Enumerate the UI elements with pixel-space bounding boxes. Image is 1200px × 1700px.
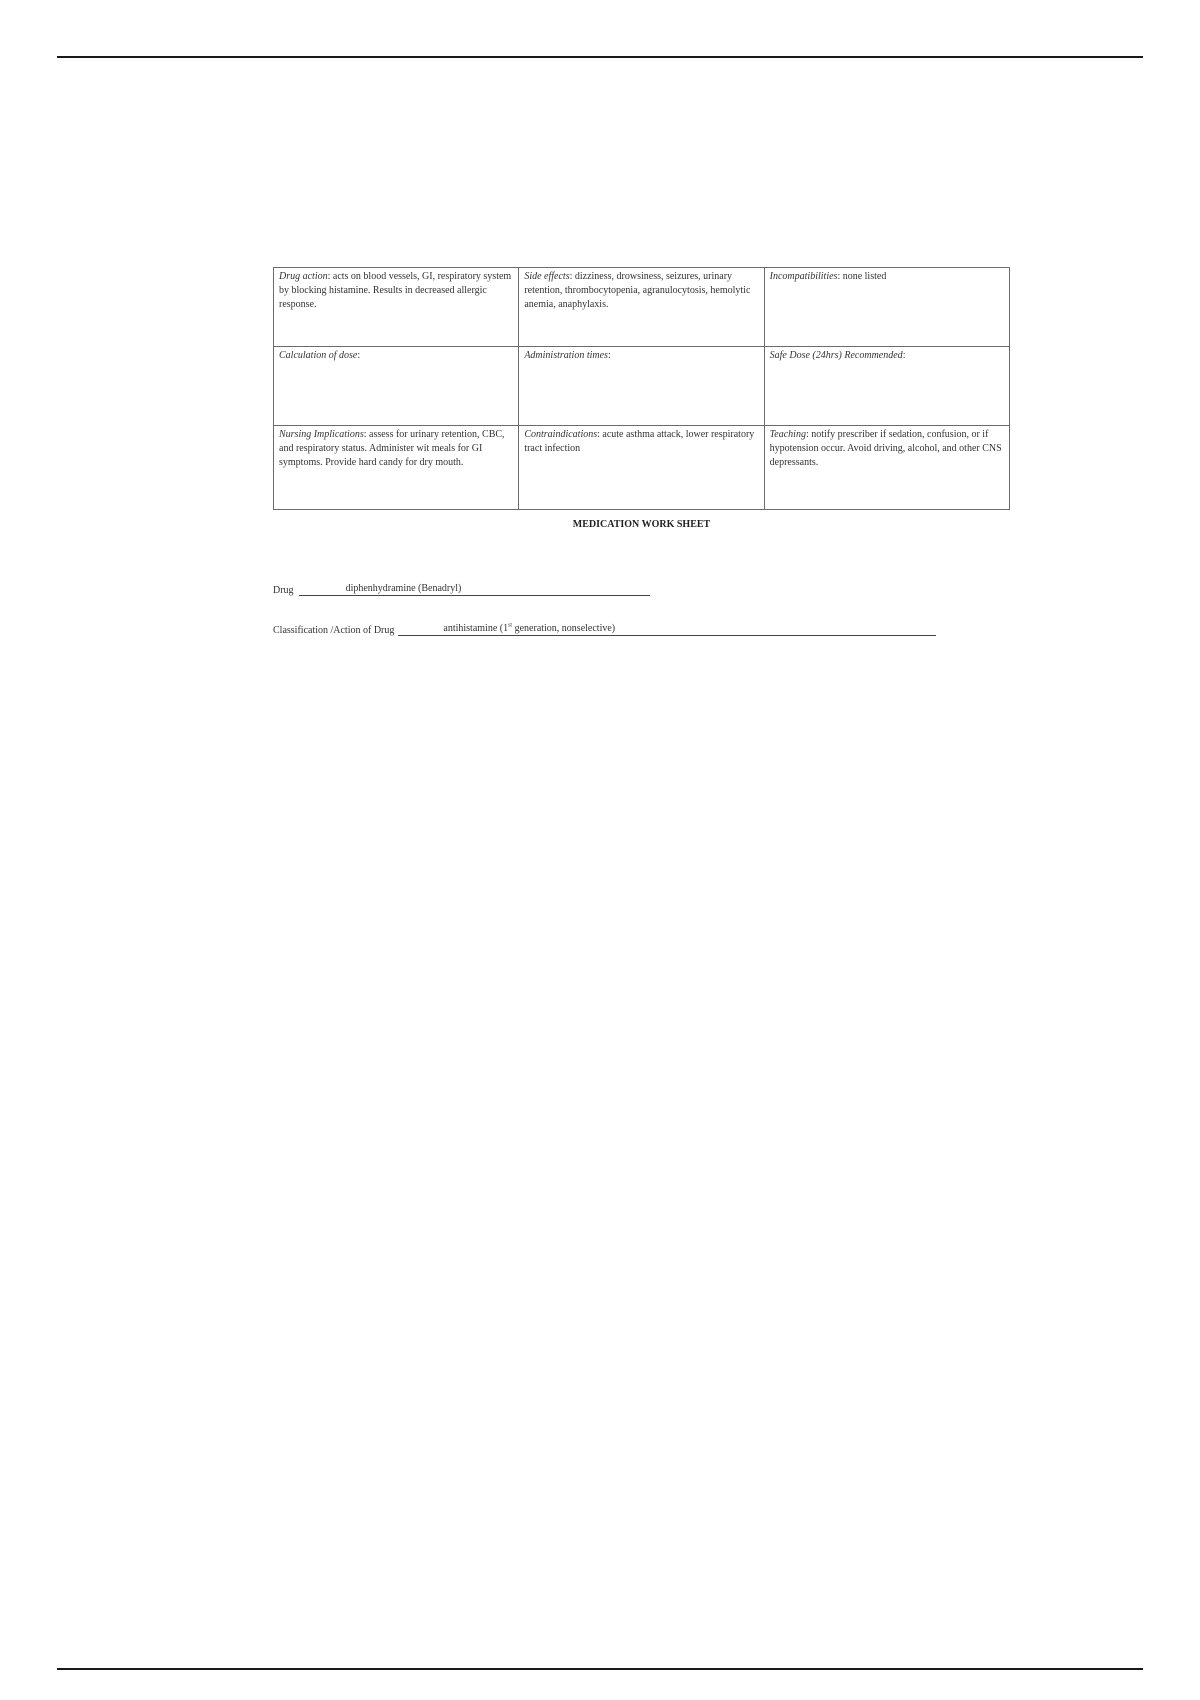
classification-label: Classification /Action of Drug bbox=[273, 625, 395, 636]
drug-label: Drug bbox=[273, 585, 294, 596]
nursing-implications-cell bbox=[274, 426, 519, 510]
incompatibilities-label: Incompatibilities bbox=[769, 271, 838, 282]
medication-info-table bbox=[273, 267, 1010, 510]
side-effects-text: : dizziness, drowsiness, seizures, urinary retention, thrombocytopenia, agranulocytosis, hemolytic anemia, anaphylaxis. bbox=[524, 271, 751, 310]
incompatibilities-text: : none listed bbox=[837, 271, 887, 282]
side-effects-label: Side effects bbox=[524, 271, 570, 282]
side-effects-cell bbox=[519, 268, 764, 347]
worksheet-title: MEDICATION WORK SHEET bbox=[572, 519, 711, 530]
teaching-label: Teaching bbox=[769, 429, 806, 440]
drug-action-label: Drug action bbox=[279, 271, 328, 282]
teaching-cell bbox=[764, 426, 1009, 510]
footer-rule bbox=[57, 1668, 1143, 1670]
classification-value-superscript: st bbox=[508, 622, 513, 629]
contraindications-cell bbox=[519, 426, 764, 510]
safe-dose-text: : bbox=[902, 350, 906, 361]
drug-field bbox=[273, 583, 650, 596]
calculation-of-dose-text: : bbox=[357, 350, 361, 361]
administration-times-cell bbox=[519, 347, 764, 426]
calculation-of-dose-cell bbox=[274, 347, 519, 426]
administration-times-label: Administration times bbox=[524, 350, 608, 361]
table-row bbox=[274, 268, 1010, 347]
drug-action-text: : acts on blood vessels, GI, respiratory system by blocking histamine. Results in decreased allergic response. bbox=[279, 271, 512, 310]
classification-field bbox=[273, 623, 936, 636]
safe-dose-label: Safe Dose (24hrs) Recommended bbox=[769, 350, 903, 361]
nursing-implications-text: : assess for urinary retention, CBC, and respiratory status. Administer wit meals for GI symptoms. Provide hard candy for dry mouth. bbox=[279, 429, 505, 468]
calculation-of-dose-label: Calculation of dose bbox=[279, 350, 358, 361]
contraindications-text: : acute asthma attack, lower respiratory tract infection bbox=[524, 429, 755, 454]
table-row bbox=[274, 347, 1010, 426]
drug-value: diphenhydramine (Benadryl) bbox=[299, 583, 650, 596]
nursing-implications-label: Nursing Implications bbox=[279, 429, 364, 440]
incompatibilities-cell bbox=[764, 268, 1009, 347]
header-rule bbox=[57, 56, 1143, 58]
classification-value-prefix: antihistamine (1 bbox=[443, 623, 509, 634]
classification-value-suffix: generation, nonselective) bbox=[512, 623, 616, 634]
table-row bbox=[274, 426, 1010, 510]
classification-value bbox=[398, 623, 936, 636]
drug-action-cell bbox=[274, 268, 519, 347]
contraindications-label: Contraindications bbox=[524, 429, 598, 440]
teaching-text: : notify prescriber if sedation, confusion, or if hypotension occur. Avoid driving, alcohol, and other CNS depressants. bbox=[769, 429, 1002, 468]
safe-dose-cell bbox=[764, 347, 1009, 426]
administration-times-text: : bbox=[607, 350, 611, 361]
